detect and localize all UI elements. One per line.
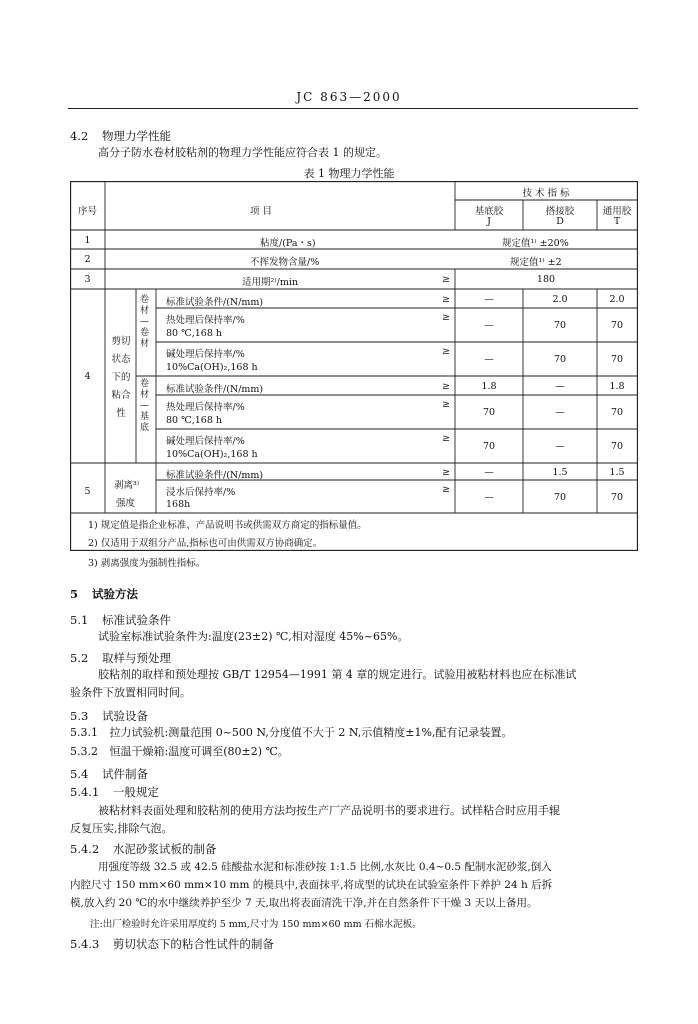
col-j-code: J [487,216,491,227]
section-number: 5.3 [70,709,89,723]
row-4-sub1: 卷材—卷材 [140,295,150,349]
r4-b1-d: — [555,381,565,392]
r4-b2-t: 70 [610,407,624,418]
r5-c2-ge: ≥ [442,484,450,495]
section-title: 试件制备 [101,767,148,781]
section-5-4-1-text-line2: 反复压实,排除气泡。 [70,822,173,835]
property-table [70,181,638,551]
section-5-1-heading [70,612,171,628]
r4-a3-j: — [484,354,494,365]
r4-a3-t: 70 [610,354,624,365]
section-5-4-2-heading [70,841,216,857]
row-4-seq: 4 [84,371,91,382]
row-2-seq: 2 [84,254,91,265]
r4-b2-ge: ≥ [442,399,450,410]
table-note-1: 1) 规定值是指企业标准、产品说明书或供需双方商定的指标量值。 [88,520,367,531]
row-1-item: 粘度/(Pa・s) [260,238,316,249]
r4-b3-label: 碱处理后保持率/% [166,436,245,447]
r4-a2-j: — [484,320,494,331]
r4-a3-ge: ≥ [442,346,450,357]
section-number: 5.4.3 [70,937,100,951]
col-t-name: 通用胶 [602,206,632,217]
row-4-sub2: 卷材—基底 [140,379,150,433]
r4-a3-cond: 10%Ca(OH)₂,168 h [166,362,258,373]
section-5-4-2-text-line2: 内腔尺寸 150 mm×60 mm×10 mm 的模具中,表面抹平,将成型的试块在试验室条件下养护 24 h 后拆 [70,879,553,891]
r4-b2-cond: 80 ℃,168 h [166,415,223,426]
r4-a1-d: 2.0 [552,294,568,305]
col-spec-header: 技 术 指 标 [522,188,570,199]
r4-a2-label: 热处理后保持率/% [166,315,245,326]
r5-c1-j: — [484,467,494,478]
row-3-ge: ≥ [442,274,450,285]
r5-c1-d: 1.5 [552,467,568,478]
row-3-seq: 3 [84,274,91,285]
row-5-group-line1: 剥离³⁾ [114,480,140,491]
section-5-3-heading [70,708,148,724]
col-d-code: D [556,216,564,227]
row-4-group: 剪切状态下的粘合性 [111,336,131,419]
r4-a3-label: 碱处理后保持率/% [166,349,245,360]
section-5-4-heading [70,766,148,782]
section-5-2-text-line2: 验条件下放置相同时间。 [70,686,191,699]
section-text: 恒温干燥箱:温度可调至(80±2) ℃。 [109,745,289,758]
r4-a3-d: 70 [553,354,567,365]
row-2-value: 规定值¹⁾ ±2 [510,257,562,268]
r4-a2-cond: 80 ℃,168 h [166,328,223,339]
r4-b1-ge: ≥ [442,381,450,392]
r4-b3-j: 70 [482,441,496,452]
table-caption: 表 1 物理力学性能 [303,167,395,180]
section-5-4-3-heading [70,936,274,952]
r5-c2-cond: 168h [166,499,191,510]
section-number: 5.4.1 [70,785,100,799]
r4-a2-d: 70 [553,320,567,331]
section-4-2-heading [70,128,171,144]
section-number: 5.4 [70,767,89,781]
r4-a2-t: 70 [610,320,624,331]
section-number: 5.3.1 [70,726,98,739]
r4-b3-ge: ≥ [442,433,450,444]
section-5-4-2-text-line1: 用强度等级 32.5 或 42.5 硅酸盐水泥和标准砂按 1:1.5 比例,水灰比 0.4~0.5 配制水泥砂浆,倒入 [98,861,552,873]
col-d-name: 搭接胶 [545,206,575,217]
r4-a1-label: 标准试验条件/(N/mm) [166,297,264,308]
r5-c1-label: 标准试验条件/(N/mm) [166,470,264,481]
r4-b3-t: 70 [610,441,624,452]
section-title: 水泥砂浆试板的制备 [112,842,217,856]
r5-c1-t: 1.5 [609,467,625,478]
section-number: 5.4.2 [70,842,100,856]
r4-a1-t: 2.0 [609,294,625,305]
r5-c2-t: 70 [610,492,624,503]
col-item-header: 项 目 [250,206,273,217]
section-title: 剪切状态下的粘合性试件的制备 [112,937,274,951]
row-5-group-line2: 强度 [116,498,136,509]
section-number: 5.2 [70,651,89,665]
section-number: 5.1 [70,613,89,627]
section-title: 试验设备 [101,709,148,723]
row-2-item: 不挥发物含量/% [250,257,320,268]
section-title: 标准试验条件 [101,613,171,627]
r4-b2-label: 热处理后保持率/% [166,402,245,413]
section-5-2-text-line1: 胶粘剂的取样和预处理按 GB/T 12954—1991 第 4 章的规定进行。试验用被粘材料也应在标准试 [98,668,577,681]
section-title: 取样与预处理 [101,651,171,665]
section-title: 物理力学性能 [101,129,171,143]
standard-code-header: JC 863—2000 [296,90,402,104]
section-title: 试验方法 [92,587,139,601]
r4-b1-label: 标准试验条件/(N/mm) [166,384,264,395]
section-5-2-heading [70,650,171,666]
section-5-4-1-text-line1: 被粘材料表面处理和胶粘剂的使用方法均按生产厂产品说明书的要求进行。试样粘合时应用手辊 [98,804,560,817]
r4-b2-d: — [555,407,565,418]
table-note-2: 2) 仅适用于双组分产品,指标也可由供需双方协商确定。 [88,538,323,549]
section-5-4-1-heading [70,784,159,800]
r4-a1-ge: ≥ [442,294,450,305]
section-title: 一般规定 [112,785,159,799]
section-5-4-2-note: 注:出厂检验时允许采用厚度约 5 mm,尺寸为 150 mm×60 mm 石棉水泥板。 [90,919,422,930]
section-text: 拉力试验机:测量范围 0~500 N,分度值不大于 2 N,示值精度±1%,配有记录装置。 [109,726,513,739]
table-note-3: 3) 剥离强度为强制性指标。 [88,558,206,569]
r4-b1-t: 1.8 [609,381,625,392]
r4-b3-cond: 10%Ca(OH)₂,168 h [166,449,258,460]
row-1-seq: 1 [84,235,91,246]
r4-b1-j: 1.8 [481,381,497,392]
section-5-heading [70,586,138,602]
section-5-4-2-text-line3: 模,放入约 20 ℃的水中继续养护至少 7 天,取出将表面清洗干净,并在自然条件下干燥 3 天以上备用。 [70,897,538,909]
r4-b2-j: 70 [482,407,496,418]
section-4-2-text: 高分子防水卷材胶粘剂的物理力学性能应符合表 1 的规定。 [98,146,387,159]
r5-c1-ge: ≥ [442,467,450,478]
col-j-name: 基底胶 [474,206,504,217]
col-seq-header: 序号 [78,206,98,217]
section-number: 5.3.2 [70,745,98,758]
row-1-value: 规定值¹⁾ ±20% [502,238,569,249]
section-number: 5 [70,587,79,601]
r5-c2-label: 浸水后保持率/% [166,487,236,498]
section-5-1-text: 试验室标准试验条件为:温度(23±2) ℃,相对湿度 45%~65%。 [98,630,409,643]
section-number: 4.2 [70,129,89,143]
r4-a2-ge: ≥ [442,312,450,323]
row-3-item: 适用期²⁾/min [242,277,299,288]
header-rule [68,108,638,109]
row-3-value: 180 [536,274,556,285]
row-5-seq: 5 [84,486,91,497]
r4-b3-d: — [555,441,565,452]
r4-a1-j: — [484,294,494,305]
col-t-code: T [613,216,621,227]
section-5-3-2 [70,745,289,759]
r5-c2-d: 70 [553,492,567,503]
r5-c2-j: — [484,492,494,503]
section-5-3-1 [70,726,512,740]
